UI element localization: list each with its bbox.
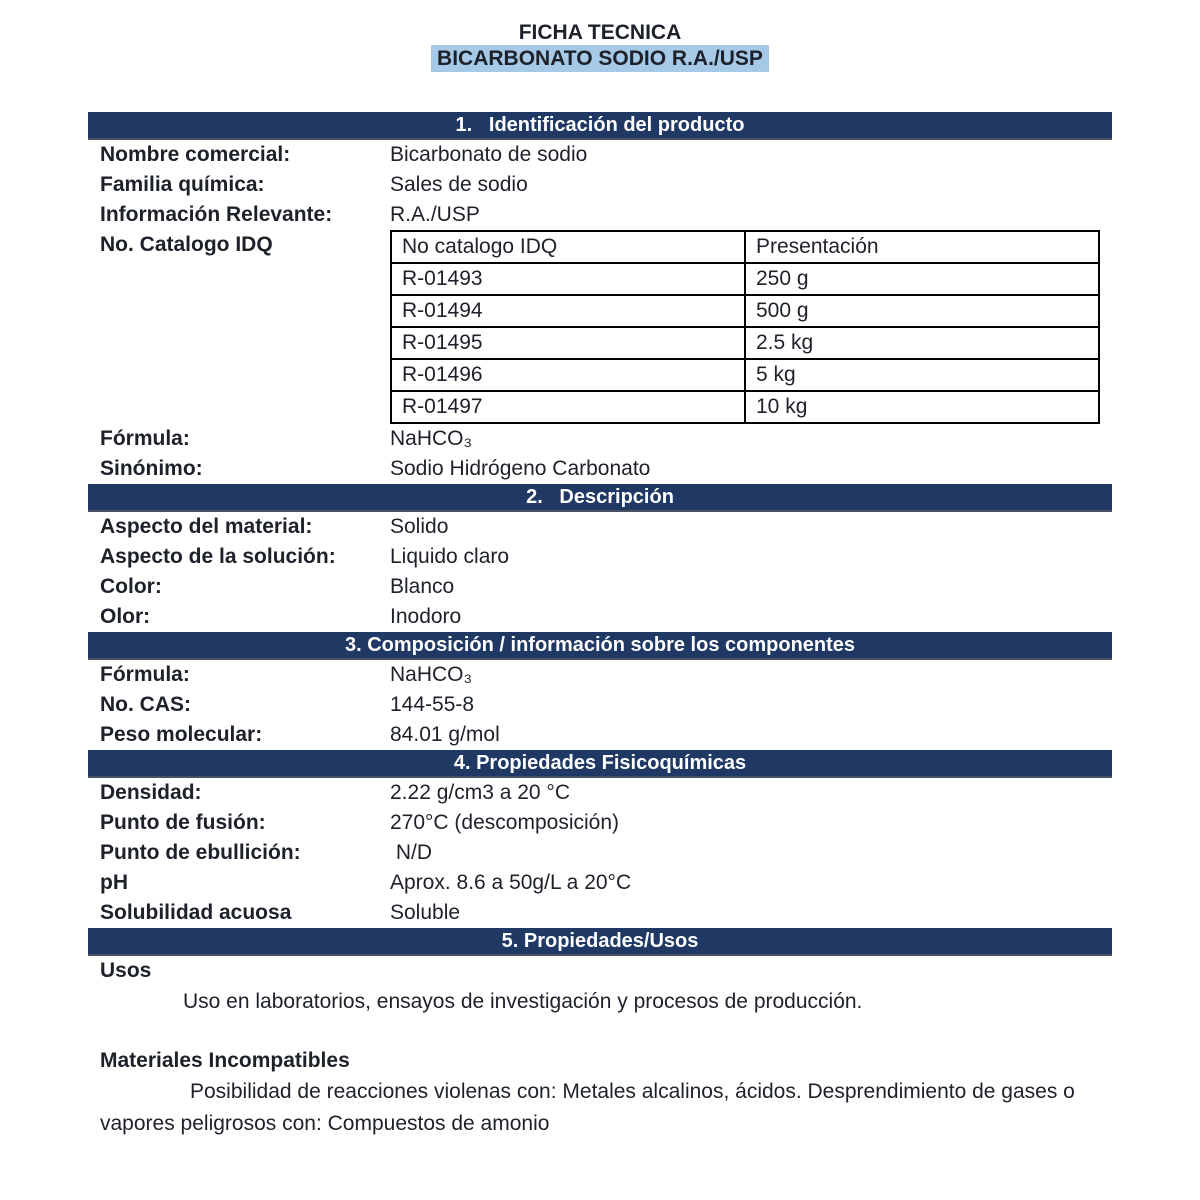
table-row [391,263,1099,295]
table-row [391,391,1099,423]
field-label: Aspecto del material: [100,515,313,538]
field-row-densidad [88,778,1112,808]
section-header-descripcion [88,484,1112,512]
table-row [391,327,1099,359]
field-row-aspecto-solucion [88,542,1112,572]
field-row-ph [88,868,1112,898]
field-label: No. CAS: [100,693,191,716]
field-value: 2.22 g/cm3 a 20 °C [390,781,570,804]
field-label: Información Relevante: [100,203,333,226]
section-header-propiedades-usos [88,928,1112,956]
field-value: Blanco [390,575,455,598]
section-header-label: 5. Propiedades/Usos [501,929,699,952]
usos-heading: Usos [100,959,152,982]
field-row-punto-ebullicion [88,838,1112,868]
field-value: Inodoro [390,605,462,628]
presentation-cell: 10 kg [745,391,1099,423]
field-row-color [88,572,1112,602]
paragraph-spacer [88,1018,1112,1046]
field-row-catalogo [88,230,1112,424]
field-label: Densidad: [100,781,202,804]
catalog-number-cell: R-01494 [391,295,745,327]
section-header-label: 1. Identificación del producto [455,113,745,136]
section-header-propiedades-fisicoquimicas [88,750,1112,778]
field-label: Familia química: [100,173,265,196]
materiales-incompatibles-paragraph: Posibilidad de reacciones violenas con: Metales alcalinos, ácidos. Desprendimiento de gases o vapores peligrosos con: Compuestos de amonio [100,1080,1075,1135]
field-label: Fórmula: [100,663,190,686]
catalog-number-cell: R-01495 [391,327,745,359]
field-row-peso-molecular [88,720,1112,750]
presentation-cell: 500 g [745,295,1099,327]
field-value: Solido [390,515,449,538]
title-highlighted-text: BICARBONATO SODIO R.A./USP [431,45,769,72]
field-label: Punto de ebullición: [100,841,301,864]
field-value: Soluble [390,901,461,924]
field-row-nombre-comercial [88,140,1112,170]
field-row-formula [88,424,1112,454]
field-label: Aspecto de la solución: [100,545,336,568]
catalog-number-cell: R-01496 [391,359,745,391]
presentation-cell: 250 g [745,263,1099,295]
field-value: NaHCO₃ [390,427,473,450]
field-label: Solubilidad acuosa [100,901,292,924]
field-row-informacion-relevante [88,200,1112,230]
title-line-2 [0,45,1200,72]
title-line-1: FICHA TECNICA [518,21,682,44]
field-value: N/D [390,841,433,864]
field-label: Nombre comercial: [100,143,291,166]
field-value: 270°C (descomposición) [390,811,620,834]
section-header-label: 3. Composición / información sobre los componentes [344,633,856,656]
field-value: NaHCO₃ [390,663,473,686]
catalog-column-header: No catalogo IDQ [391,231,745,263]
field-row-sinonimo [88,454,1112,484]
field-row-familia-quimica [88,170,1112,200]
table-row [391,359,1099,391]
catalog-table [390,230,1100,424]
field-label: No. Catalogo IDQ [100,233,273,256]
section-header-identificacion [88,112,1112,140]
catalog-number-cell: R-01493 [391,263,745,295]
section-header-composicion [88,632,1112,660]
field-value: Bicarbonato de sodio [390,143,588,166]
field-value: 84.01 g/mol [390,723,500,746]
materiales-incompatibles-heading: Materiales Incompatibles [100,1049,350,1072]
field-value: Sodio Hidrógeno Carbonato [390,457,651,480]
field-label: Peso molecular: [100,723,263,746]
field-label: pH [100,871,128,894]
section-header-label: 4. Propiedades Fisicoquímicas [453,751,747,774]
field-row-solubilidad [88,898,1112,928]
catalog-table-header-row [391,231,1099,263]
field-value: R.A./USP [390,203,480,226]
field-label: Sinónimo: [100,457,203,480]
field-label: Color: [100,575,162,598]
field-value: 144-55-8 [390,693,475,716]
field-label: Fórmula: [100,427,190,450]
table-row [391,295,1099,327]
field-row-olor [88,602,1112,632]
document-body [88,112,1112,1140]
field-row-no-cas [88,690,1112,720]
field-value: Aprox. 8.6 a 50g/L a 20°C [390,871,632,894]
presentation-cell: 5 kg [745,359,1099,391]
field-value: Sales de sodio [390,173,528,196]
usos-paragraph: Uso en laboratorios, ensayos de investigación y procesos de producción. [183,990,863,1013]
field-row-aspecto-material [88,512,1112,542]
section-header-label: 2. Descripción [526,485,674,508]
catalog-column-header: Presentación [745,231,1099,263]
presentation-cell: 2.5 kg [745,327,1099,359]
catalog-number-cell: R-01497 [391,391,745,423]
field-row-formula-3 [88,660,1112,690]
field-label: Punto de fusión: [100,811,266,834]
field-value: Liquido claro [390,545,510,568]
document-title [0,20,1200,72]
field-row-punto-fusion [88,808,1112,838]
field-label: Olor: [100,605,151,628]
